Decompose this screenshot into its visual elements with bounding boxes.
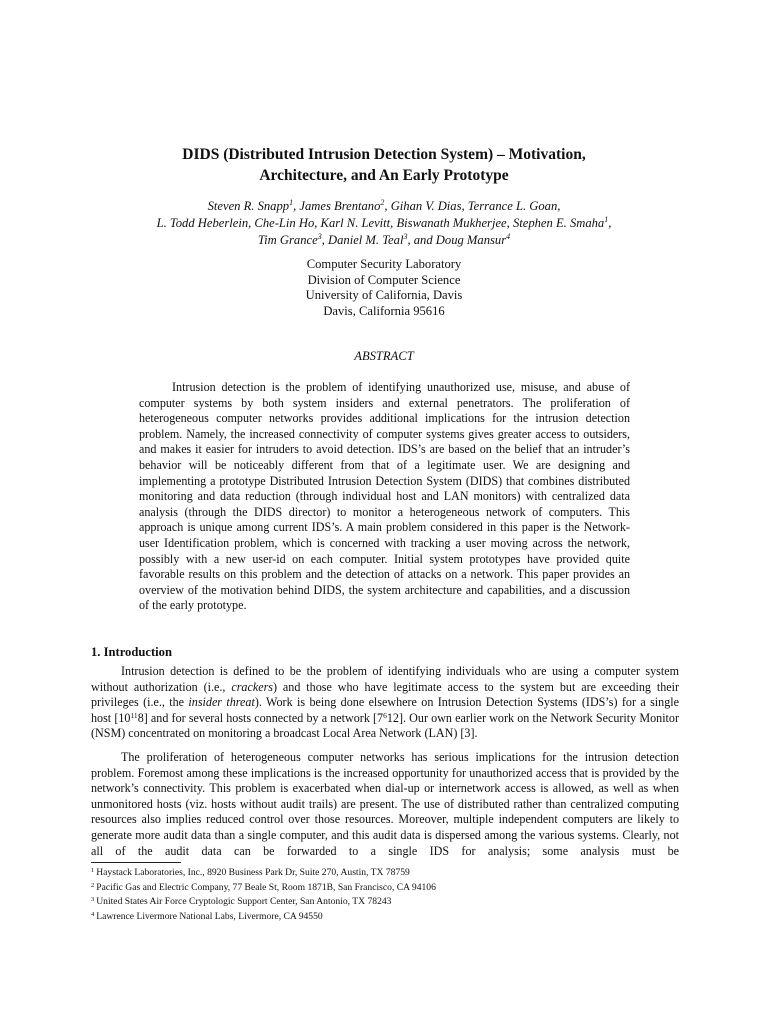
author-affiliation-mark: 3 [403, 232, 408, 241]
section-heading-introduction: 1. Introduction [91, 645, 172, 659]
author-name: Gihan V. Dias, Terrance L. Goan, [390, 199, 561, 213]
affiliation-line: University of California, Davis [305, 288, 463, 303]
author-separator: , [293, 199, 300, 213]
author-list [0, 198, 768, 249]
abstract-text: Intrusion detection is the problem of identifying unauthorized use, misuse, and abuse of computer systems by both system insiders and external penetrators. The proliferation of heterogeneous computer networks provides additional implications for the intrusion detection problem. Namely, the increased connectivity of computer systems gives greater access to outsiders, and makes it easier for intruders to avoid detection. IDS’s are based on the belief that an intruder’s behavior will be noticeably different from that of a legitimate user. We are designing and implementing a prototype Distributed Intrusion Detection System (DIDS) that combines distributed monitoring and data reduction (through individual host and LAN monitors) with centralized data analysis (through the DIDS director) to monitor a heterogeneous network of computers. This approach is unique among current IDS’s. A main problem considered in this paper is the Network-user Identification problem, which is concerned with tracking a user moving across the network, possibly with a new user-id on each computer. Initial system prototypes have provided quite favorable results on this problem and the detection of attacks on a network. This paper provides an overview of the motivation behind DIDS, the system architecture and capabilities, and a discussion of the early prototype. [139, 380, 630, 613]
author-name: James Brentano [299, 199, 381, 213]
footnote-number: 4 [91, 910, 95, 918]
author-affiliation-mark: 2 [380, 198, 385, 207]
paragraph-text: 12]. Our own earlier work on the Network Security Monitor (NSM) concentrated on monitoring a broadcast Local Area Network (LAN) [3]. [91, 710, 679, 741]
author-separator: , [321, 233, 328, 247]
paper-title-line-1: DIDS (Distributed Intrusion Detection System) – Motivation, [182, 146, 586, 163]
footnote-text: Lawrence Livermore National Labs, Livermore, CA 94550 [96, 910, 323, 922]
footnote-number: 3 [91, 896, 95, 903]
emphasis-term: insider threat [188, 695, 255, 710]
author-separator: , [608, 216, 612, 230]
footnote-text: Pacific Gas and Electric Company, 77 Beale St, Room 1871B, San Francisco, CA 94106 [96, 881, 436, 893]
paragraph-text: ) and those who have legitimate access to the system but are exceeding their privileges (i.e., the [91, 679, 679, 710]
footnote-list [91, 866, 691, 924]
author-affiliation-mark: 4 [506, 232, 511, 241]
footnote-number: 1 [91, 867, 95, 874]
paragraph-text: 8] and for several hosts connected by a network [7 [137, 710, 384, 725]
affiliation-line: Davis, California 95616 [323, 303, 445, 318]
footnote-text: United States Air Force Cryptologic Support Center, San Antonio, TX 78243 [96, 896, 392, 907]
paper-title [0, 144, 768, 186]
citation-superscript: 11 [130, 710, 138, 720]
paragraph-text: ). Work is being done elsewhere on Intrusion Detection Systems (IDS’s) for a single host [10 [91, 695, 679, 725]
citation-superscript: 6 [383, 710, 387, 720]
author-affiliation-mark: 1 [604, 215, 609, 224]
introduction-body [91, 664, 679, 859]
author-separator: , [384, 199, 391, 213]
author-name: Daniel M. Teal [328, 233, 404, 247]
affiliation-line: Computer Security Laboratory [306, 257, 462, 271]
author-line-3 [0, 232, 768, 249]
footnote-3 [91, 895, 691, 910]
footnote-4 [91, 910, 691, 925]
author-line-2 [0, 215, 768, 232]
footnote-1 [91, 866, 691, 881]
paragraph-text: Intrusion detection is defined to be the problem of identifying individuals who are using a computer system without authorization (i.e., [91, 664, 679, 694]
author-line-1 [0, 198, 768, 215]
author-name: Doug Mansur [435, 233, 507, 247]
affiliation-line: Division of Computer Science [307, 272, 461, 287]
footnote-2 [91, 881, 691, 896]
introduction-paragraph-2: The proliferation of heterogeneous computer networks has serious implications for the intrusion detection problem. Foremost among these implications is the increased opportunity for unauthorized access that is provided by the network’s connectivity. This problem is exacerbated when dial-up or internetwork access is allowed, as well as when unmonitored hosts (viz. hosts without audit trails) are present. The use of distributed rather than centralized computing resources also implies reduced control over those resources. Moreover, multiple independent computers are likely to generate more audit data than a single computer, and this audit data is dispersed among the various systems. Clearly, not all of the audit data can be forwarded to a single IDS for analysis; some analysis must be [91, 749, 679, 858]
author-affiliation-mark: 3 [317, 232, 322, 241]
footnote-text: Haystack Laboratories, Inc., 8920 Business Park Dr, Suite 270, Austin, TX 78759 [96, 867, 410, 878]
author-affiliation-mark: 1 [289, 198, 294, 207]
footnote-number: 2 [91, 881, 95, 889]
paper-title-line-2: Architecture, and An Early Prototype [259, 167, 509, 184]
author-name: Steven R. Snapp [207, 199, 290, 213]
affiliation-block [0, 257, 768, 319]
author-separator: , and [407, 233, 436, 247]
author-name: Tim Grance [257, 233, 318, 247]
emphasis-term: crackers [231, 679, 273, 694]
introduction-paragraph-1 [91, 664, 679, 742]
footnote-divider [91, 862, 181, 863]
author-name: L. Todd Heberlein, Che-Lin Ho, Karl N. Levitt, Biswanath Mukherjee, Stephen E. Smaha [156, 216, 605, 230]
abstract-heading: ABSTRACT [354, 349, 414, 363]
